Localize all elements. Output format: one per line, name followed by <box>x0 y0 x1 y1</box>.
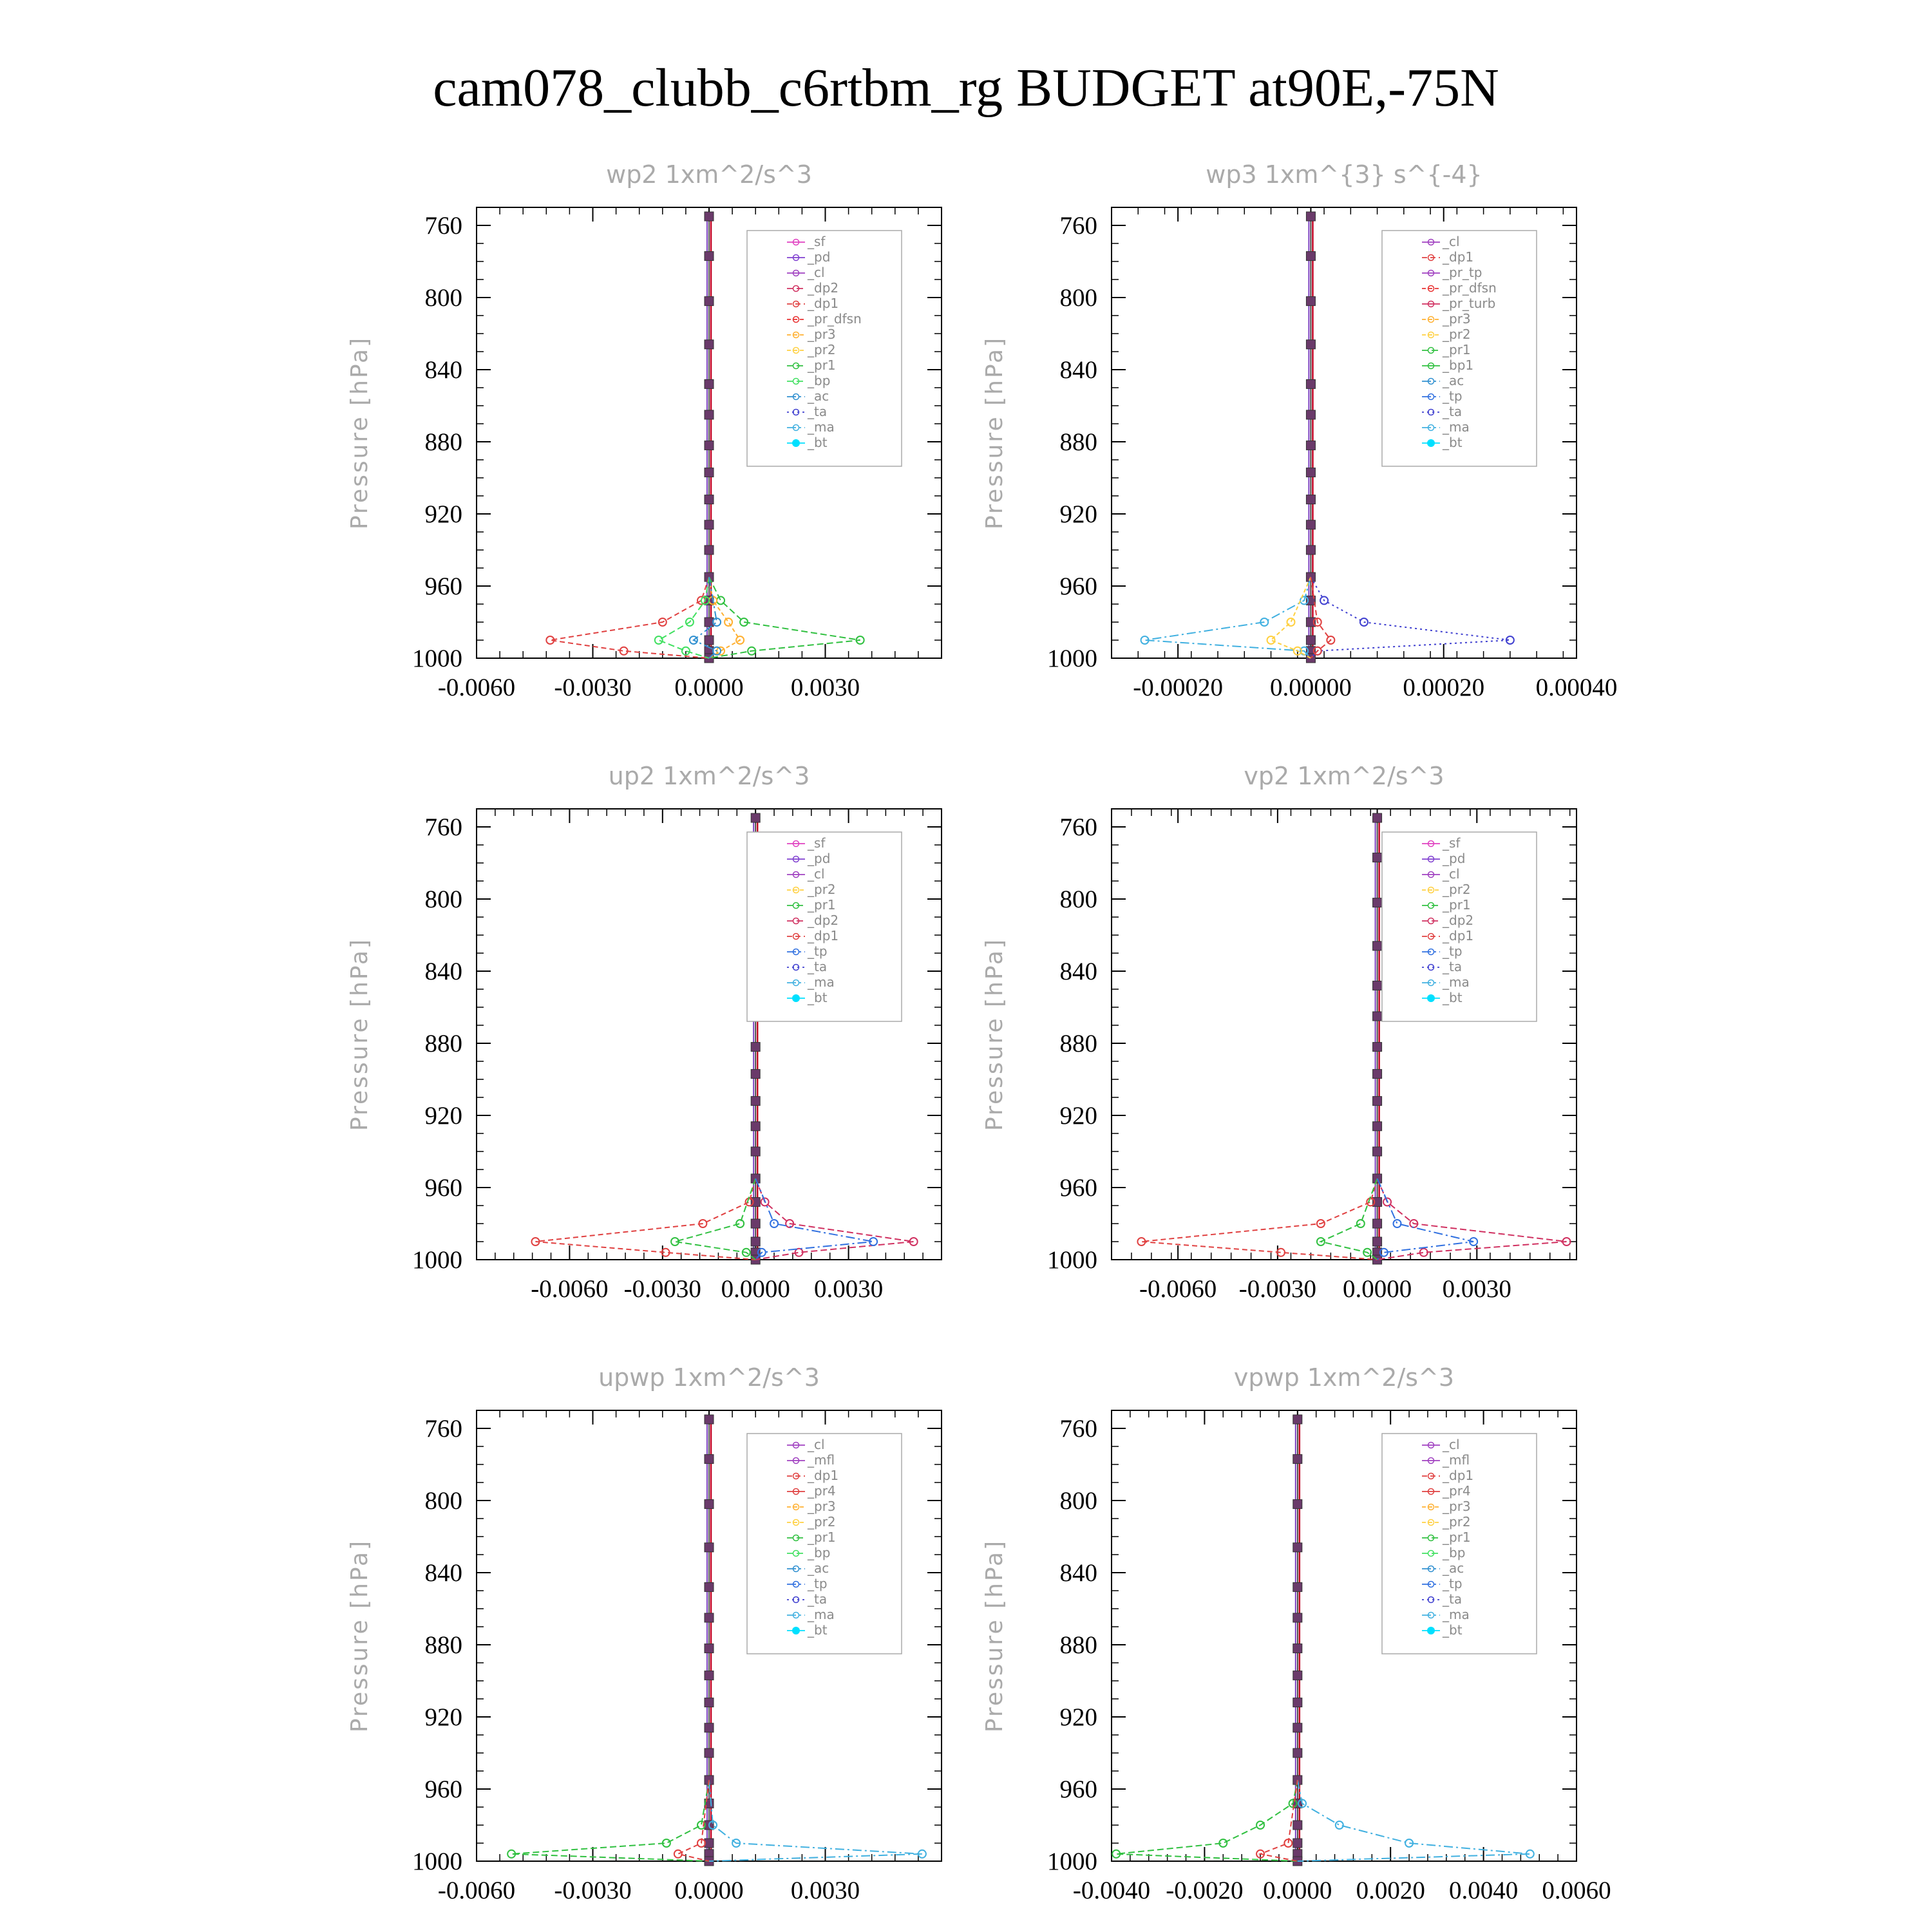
zero-data-marker <box>1373 1122 1382 1131</box>
panel-1 <box>346 160 942 701</box>
series-marker-pr1 <box>1357 1220 1365 1227</box>
legend-entry: _tp <box>808 1576 828 1591</box>
legend-entry: _cl <box>808 265 825 280</box>
y-tick-label: 960 <box>1059 1776 1097 1803</box>
legend-entry: _tp <box>1443 943 1463 959</box>
zero-data-marker <box>705 441 714 450</box>
panel-2 <box>981 160 1617 701</box>
zero-data-marker <box>1373 813 1382 822</box>
zero-data-marker <box>705 1839 714 1848</box>
panel-6 <box>981 1363 1611 1904</box>
legend-entry: _pr2 <box>1443 327 1471 342</box>
series-line-dp2 <box>1378 1179 1567 1260</box>
legend-entry: _cl <box>1443 1437 1460 1452</box>
y-tick-label: 840 <box>1059 1559 1097 1587</box>
y-axis-label: Pressure [hPa] <box>346 937 373 1132</box>
zero-data-marker <box>705 410 714 419</box>
zero-data-marker <box>1306 297 1315 306</box>
zero-data-marker <box>1293 1582 1302 1591</box>
legend-entry: _pr3 <box>808 327 836 342</box>
legend-entry: _bt <box>1443 1622 1463 1638</box>
zero-data-marker <box>1306 545 1315 554</box>
series-line-tp <box>1378 1179 1474 1260</box>
legend-entry: _pd <box>808 851 831 866</box>
zero-data-marker <box>705 212 714 221</box>
x-tick-label: 0.00000 <box>1270 674 1352 701</box>
legend-entry: _dp2 <box>808 913 839 928</box>
legend-entry: _pr3 <box>1443 1499 1471 1514</box>
y-tick-label: 880 <box>1059 428 1097 456</box>
y-tick-label: 880 <box>424 428 462 456</box>
legend-entry: _pr1 <box>808 1530 836 1545</box>
series-marker-ma <box>1336 1821 1343 1829</box>
y-tick-label: 960 <box>424 573 462 600</box>
y-tick-label: 800 <box>424 1487 462 1515</box>
legend-entry: _ma <box>808 974 835 990</box>
x-tick-label: -0.0030 <box>554 1877 632 1904</box>
legend-entry: _ta <box>1443 404 1463 419</box>
zero-data-marker <box>705 618 714 627</box>
legend-entry: _ma <box>1443 974 1470 990</box>
y-tick-label: 880 <box>424 1030 462 1057</box>
legend-entry: _pr4 <box>808 1483 836 1499</box>
y-tick-label: 920 <box>1059 1703 1097 1731</box>
y-tick-label: 800 <box>424 886 462 913</box>
zero-data-marker <box>1293 1543 1302 1552</box>
panel-title: wp3 1xm^{3} s^{-4} <box>1206 160 1482 189</box>
y-tick-label: 760 <box>1059 212 1097 240</box>
zero-data-marker <box>705 1415 714 1424</box>
zero-data-marker <box>705 252 714 261</box>
legend-entry: _bp <box>808 373 831 388</box>
zero-data-marker <box>1293 1821 1302 1830</box>
panel-title: upwp 1xm^2/s^3 <box>598 1363 820 1392</box>
x-tick-label: -0.0030 <box>1238 1275 1316 1303</box>
legend-entry: _ta <box>808 404 828 419</box>
x-tick-label: -0.0030 <box>623 1275 701 1303</box>
legend-entry: _bp <box>1443 1545 1466 1560</box>
series-marker-pr2 <box>1267 636 1275 644</box>
x-tick-label: -0.0030 <box>554 674 632 701</box>
legend-entry: _tp <box>1443 1576 1463 1591</box>
legend-entry: _mfl <box>808 1452 835 1468</box>
zero-data-marker <box>705 1582 714 1591</box>
legend <box>747 832 902 1021</box>
y-tick-label: 880 <box>424 1631 462 1659</box>
series-marker-pr3 <box>724 618 732 626</box>
zero-data-marker <box>1306 495 1315 504</box>
legend <box>747 231 902 466</box>
x-tick-label: 0.0000 <box>1342 1275 1412 1303</box>
x-tick-label: 0.0020 <box>1356 1877 1425 1904</box>
y-tick-label: 760 <box>424 1415 462 1443</box>
zero-data-marker <box>705 1748 714 1757</box>
legend-entry: _bt <box>1443 990 1463 1005</box>
series-line-dp2 <box>755 1179 914 1260</box>
legend-entry: _pr_tp <box>1443 265 1482 280</box>
series-marker-pr2 <box>1287 618 1294 626</box>
legend-entry: _bp1 <box>1443 357 1474 373</box>
legend-entry: _pr_dfsn <box>808 311 862 327</box>
y-tick-label: 1000 <box>412 1246 462 1274</box>
zero-data-marker <box>1306 520 1315 529</box>
zero-data-marker <box>1293 1698 1302 1707</box>
legend-entry: _ma <box>1443 1607 1470 1622</box>
y-tick-label: 880 <box>1059 1631 1097 1659</box>
zero-data-marker <box>705 1671 714 1680</box>
y-tick-label: 920 <box>1059 500 1097 528</box>
series-line-ma <box>1298 1780 1530 1861</box>
legend-entry: _ta <box>1443 959 1463 974</box>
x-tick-label: -0.0020 <box>1166 1877 1244 1904</box>
legend-entry: _ta <box>1443 1591 1463 1607</box>
legend-entry: _ac <box>1443 373 1464 388</box>
y-tick-label: 1000 <box>412 1848 462 1875</box>
legend-entry: _pr_turb <box>1443 296 1496 311</box>
zero-data-marker <box>1373 853 1382 862</box>
y-tick-label: 960 <box>1059 573 1097 600</box>
legend-marker <box>792 1627 800 1634</box>
series-line-pr1 <box>709 577 860 658</box>
x-tick-label: -0.0060 <box>437 674 516 701</box>
legend <box>1382 1434 1537 1654</box>
y-tick-label: 840 <box>1059 958 1097 985</box>
series-line-dp1 <box>536 1179 756 1260</box>
legend-entry: _dp1 <box>808 1468 839 1483</box>
y-tick-label: 960 <box>424 1776 462 1803</box>
panel-title: up2 1xm^2/s^3 <box>608 762 810 790</box>
zero-data-marker <box>705 1500 714 1509</box>
panel-5 <box>346 1363 942 1904</box>
zero-data-marker <box>1373 1012 1382 1021</box>
y-tick-label: 760 <box>424 813 462 841</box>
legend-entry: _bp <box>808 1545 831 1560</box>
y-axis-label: Pressure [hPa] <box>346 1539 373 1733</box>
legend-entry: _dp1 <box>1443 1468 1474 1483</box>
zero-data-marker <box>1306 410 1315 419</box>
series-line-pr1 <box>511 1780 709 1861</box>
legend-entry: _pr1 <box>1443 897 1471 913</box>
legend-entry: _dp1 <box>1443 249 1474 265</box>
zero-data-marker <box>705 495 714 504</box>
legend-entry: _ac <box>808 388 829 404</box>
legend-marker <box>792 439 800 447</box>
legend-entry: _tp <box>808 943 828 959</box>
legend-entry: _dp2 <box>1443 913 1474 928</box>
zero-data-marker <box>1306 212 1315 221</box>
zero-data-marker <box>1373 898 1382 907</box>
zero-data-marker <box>1293 1839 1302 1848</box>
y-tick-label: 1000 <box>1047 1848 1097 1875</box>
series-line-dp1 <box>1260 1780 1298 1861</box>
y-tick-label: 920 <box>424 1102 462 1130</box>
zero-data-marker <box>705 340 714 349</box>
zero-data-marker <box>751 1147 760 1156</box>
x-tick-label: 0.0000 <box>721 1275 790 1303</box>
x-tick-label: 0.00040 <box>1535 674 1618 701</box>
legend-entry: _cl <box>1443 866 1460 882</box>
series-line-pr1 <box>675 1179 755 1260</box>
series-line-ma <box>709 1780 922 1861</box>
legend-entry: _bt <box>808 435 828 450</box>
zero-data-marker <box>1306 468 1315 477</box>
series-line-bp <box>659 577 709 658</box>
legend-entry: _pr1 <box>1443 342 1471 357</box>
zero-data-marker <box>705 1723 714 1732</box>
zero-data-marker <box>1293 1644 1302 1653</box>
legend <box>1382 832 1537 1021</box>
legend-entry: _dp1 <box>1443 928 1474 943</box>
legend-entry: _cl <box>808 1437 825 1452</box>
panel-4 <box>981 762 1577 1303</box>
legend-marker <box>1427 439 1435 447</box>
zero-data-marker <box>705 520 714 529</box>
legend-entry: _ac <box>1443 1560 1464 1576</box>
panel-title: vpwp 1xm^2/s^3 <box>1233 1363 1455 1392</box>
panel-title: vp2 1xm^2/s^3 <box>1244 762 1444 790</box>
series-line-pr1 <box>1116 1780 1298 1861</box>
legend <box>747 1434 902 1654</box>
zero-data-marker <box>1293 1723 1302 1732</box>
x-tick-label: 0.0000 <box>674 674 744 701</box>
legend-entry: _pr2 <box>1443 1514 1471 1530</box>
legend-entry: _tp <box>1443 388 1463 404</box>
zero-data-marker <box>1293 1748 1302 1757</box>
legend-entry: _bt <box>808 1622 828 1638</box>
zero-data-marker <box>705 1455 714 1464</box>
x-tick-label: -0.0060 <box>531 1275 609 1303</box>
x-tick-label: 0.0030 <box>790 1877 860 1904</box>
y-axis-label: Pressure [hPa] <box>346 336 373 530</box>
zero-data-marker <box>1293 1415 1302 1424</box>
series-line-pr1 <box>1321 1179 1378 1260</box>
zero-data-marker <box>705 1644 714 1653</box>
zero-data-marker <box>1373 1097 1382 1106</box>
legend-marker <box>792 994 800 1002</box>
x-tick-label: -0.00020 <box>1133 674 1224 701</box>
y-axis-label: Pressure [hPa] <box>981 937 1008 1132</box>
y-tick-label: 800 <box>1059 1487 1097 1515</box>
x-tick-label: -0.0060 <box>437 1877 516 1904</box>
panel-3 <box>346 762 942 1303</box>
legend-entry: _sf <box>808 835 826 851</box>
zero-data-marker <box>751 1237 760 1246</box>
x-tick-label: -0.0040 <box>1072 1877 1151 1904</box>
legend-entry: _dp2 <box>808 280 839 296</box>
zero-data-marker <box>705 468 714 477</box>
zero-data-marker <box>705 1543 714 1552</box>
legend-entry: _pd <box>1443 851 1466 866</box>
series-line-dp1 <box>1141 1179 1377 1260</box>
zero-data-marker <box>1293 1671 1302 1680</box>
zero-data-marker <box>1373 1043 1382 1052</box>
zero-data-marker <box>751 1122 760 1131</box>
y-tick-label: 840 <box>424 1559 462 1587</box>
zero-data-marker <box>1373 1219 1382 1228</box>
legend-entry: _pd <box>808 249 831 265</box>
y-tick-label: 760 <box>1059 813 1097 841</box>
zero-data-marker <box>705 636 714 645</box>
legend-entry: _pr_dfsn <box>1443 280 1497 296</box>
legend-entry: _sf <box>1443 835 1461 851</box>
y-axis-label: Pressure [hPa] <box>981 336 1008 530</box>
y-tick-label: 800 <box>1059 886 1097 913</box>
figure-title: cam078_clubb_c6rtbm_rg BUDGET at90E,-75N <box>433 58 1499 118</box>
zero-data-marker <box>1373 1147 1382 1156</box>
legend-entry: _pr3 <box>808 1499 836 1514</box>
zero-data-marker <box>751 813 760 822</box>
zero-data-marker <box>751 1097 760 1106</box>
legend-entry: _pr2 <box>808 1514 836 1530</box>
legend-entry: _ac <box>808 1560 829 1576</box>
legend-entry: _ta <box>808 959 828 974</box>
legend-entry: _ta <box>808 1591 828 1607</box>
zero-data-marker <box>705 297 714 306</box>
x-tick-label: -0.0060 <box>1139 1275 1217 1303</box>
y-tick-label: 1000 <box>1047 645 1097 672</box>
y-tick-label: 800 <box>1059 284 1097 312</box>
y-tick-label: 760 <box>1059 1415 1097 1443</box>
legend-entry: _cl <box>1443 234 1460 249</box>
x-tick-label: 0.0000 <box>1263 1877 1332 1904</box>
legend-entry: _ma <box>808 419 835 435</box>
zero-data-marker <box>705 545 714 554</box>
y-tick-label: 840 <box>424 958 462 985</box>
series-marker-dp1 <box>674 1850 682 1858</box>
legend-marker <box>1427 994 1435 1002</box>
series-marker-pr1 <box>736 1220 744 1227</box>
y-tick-label: 760 <box>424 212 462 240</box>
legend <box>1382 231 1537 466</box>
x-tick-label: 0.0060 <box>1542 1877 1611 1904</box>
x-tick-label: 0.0030 <box>1442 1275 1511 1303</box>
y-tick-label: 800 <box>424 284 462 312</box>
y-tick-label: 880 <box>1059 1030 1097 1057</box>
y-tick-label: 840 <box>1059 356 1097 384</box>
x-tick-label: 0.0030 <box>790 674 860 701</box>
series-line-pr2 <box>1271 577 1311 658</box>
legend-entry: _pr2 <box>1443 882 1471 897</box>
legend-entry: _pr1 <box>1443 1530 1471 1545</box>
legend-entry: _bt <box>808 990 828 1005</box>
x-tick-label: 0.0040 <box>1448 1877 1519 1904</box>
legend-entry: _pr1 <box>808 897 836 913</box>
legend-entry: _pr2 <box>808 342 836 357</box>
series-marker-pr1 <box>717 596 724 604</box>
legend-entry: _dp1 <box>808 296 839 311</box>
y-tick-label: 920 <box>424 500 462 528</box>
zero-data-marker <box>751 1070 760 1079</box>
zero-data-marker <box>1373 1237 1382 1246</box>
y-axis-label: Pressure [hPa] <box>981 1539 1008 1733</box>
zero-data-marker <box>1306 340 1315 349</box>
zero-data-marker <box>1373 981 1382 990</box>
legend-entry: _pr4 <box>1443 1483 1471 1499</box>
zero-data-marker <box>1373 1070 1382 1079</box>
x-tick-label: 0.0030 <box>813 1275 884 1303</box>
zero-data-marker <box>1306 636 1315 645</box>
legend-entry: _pr1 <box>808 357 836 373</box>
y-tick-label: 960 <box>424 1174 462 1202</box>
zero-data-marker <box>705 379 714 388</box>
zero-data-marker <box>1306 252 1315 261</box>
zero-data-marker <box>705 1613 714 1622</box>
zero-data-marker <box>1306 379 1315 388</box>
y-tick-label: 960 <box>1059 1174 1097 1202</box>
legend-entry: _sf <box>808 234 826 249</box>
legend-entry: _pr2 <box>808 882 836 897</box>
legend-entry: _cl <box>808 866 825 882</box>
zero-data-marker <box>1373 942 1382 951</box>
series-line-dp1 <box>550 577 709 658</box>
zero-data-marker <box>751 1043 760 1052</box>
x-tick-label: 0.0000 <box>674 1877 744 1904</box>
panel-title: wp2 1xm^2/s^3 <box>606 160 812 189</box>
legend-entry: _dp1 <box>808 928 839 943</box>
zero-data-marker <box>751 1219 760 1228</box>
y-tick-label: 920 <box>424 1703 462 1731</box>
legend-entry: _ma <box>808 1607 835 1622</box>
y-tick-label: 1000 <box>1047 1246 1097 1274</box>
y-tick-label: 920 <box>1059 1102 1097 1130</box>
y-tick-label: 1000 <box>412 645 462 672</box>
zero-data-marker <box>705 1698 714 1707</box>
legend-entry: _pr3 <box>1443 311 1471 327</box>
legend-entry: _ma <box>1443 419 1470 435</box>
series-line-ta <box>1311 577 1510 658</box>
legend-marker <box>1427 1627 1435 1634</box>
zero-data-marker <box>1306 441 1315 450</box>
y-tick-label: 840 <box>424 356 462 384</box>
zero-data-marker <box>1293 1500 1302 1509</box>
series-marker-tp <box>1394 1220 1401 1227</box>
legend-entry: _bt <box>1443 435 1463 450</box>
series-marker-bp <box>655 636 663 644</box>
zero-data-marker <box>1293 1613 1302 1622</box>
legend-entry: _mfl <box>1443 1452 1470 1468</box>
zero-data-marker <box>1293 1455 1302 1464</box>
x-tick-label: 0.00020 <box>1403 674 1485 701</box>
